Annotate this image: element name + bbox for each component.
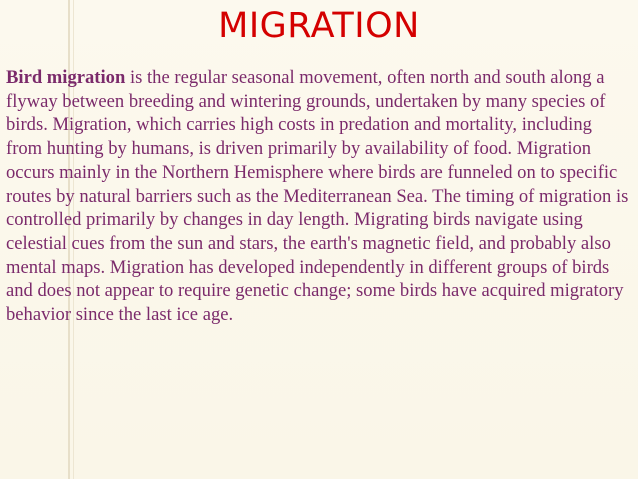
slide-title: MIGRATION (218, 6, 420, 46)
body-text: is the regular seasonal movement, often north and south along a flyway between breeding and wintering grounds, undertaken by many species of birds. Migration, which carries high costs in predation and mortality, including from hunting by humans, is driven primarily by availability of food. Migration occurs mainly in the Northern Hemisphere where birds are funneled on to specific routes by natural barriers such as the Mediterranean Sea. The timing of migration is controlled primarily by changes in day length. Migrating birds navigate using celestial cues from the sun and stars, the earth's magnetic field, and probably also mental maps. Migration has developed independently in different groups of birds and does not appear to require genetic change; some birds have acquired migratory behavior since the last ice age. (6, 67, 629, 326)
body-bold-term: Bird migration (6, 67, 126, 88)
body-paragraph (6, 66, 632, 327)
